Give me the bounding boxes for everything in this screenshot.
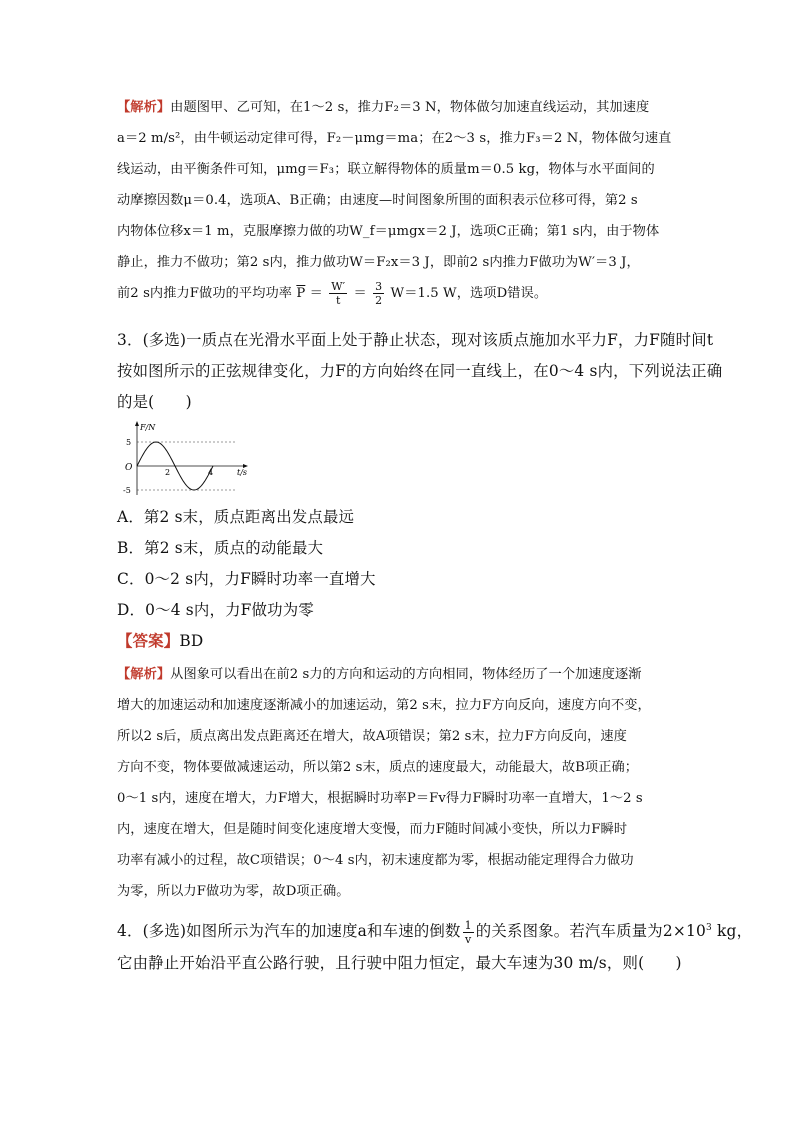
question-4 xyxy=(117,914,753,979)
option-b: B．第2 s末，质点的动能最大 xyxy=(117,539,324,557)
y-axis-arrow xyxy=(135,421,139,426)
solution-q3-line-2: 增大的加速运动和加速度逐渐减小的加速运动，第2 s末，拉力F方向反向，速度方向不变， xyxy=(117,698,651,713)
solution-q3 xyxy=(117,659,673,907)
answer-value: BD xyxy=(179,632,204,650)
x-axis-label: t/s xyxy=(237,468,248,477)
solution-q2-line-7: 前2 s内推力F做功的平均功率 $\overline{P}$ ＝ $\frac{W'}{t}$ ＝ $\frac{3}{2}$ W＝1.5 W，选项D错误。 xyxy=(117,280,548,307)
fraction-three-halves: $\frac{3}{2}$ xyxy=(375,280,383,307)
fraction-work-over-time: $\frac{W'}{t}$ xyxy=(331,280,346,307)
solution-q2-line-4: 动摩擦因数μ＝0.4，选项A、B正确；由速度—时间图象所围的面积表示位移可得，第2 s xyxy=(117,193,638,208)
y-tick-top: 5 xyxy=(126,438,132,447)
solution-q2 xyxy=(117,92,673,309)
force-time-graph xyxy=(117,420,257,498)
solution-q2-line-5: 内物体位移x＝1 m，克服摩擦力做的功W_f＝μmgx＝2 J，选项C正确；第1 s内，由于物体 xyxy=(117,224,660,239)
solution-q2-line-3: 线运动，由平衡条件可知，μmg＝F₃；联立解得物体的质量m＝0.5 kg，物体与水平面间的 xyxy=(117,162,655,177)
y-axis-label: F/N xyxy=(140,423,156,432)
x-tick-4: 4 xyxy=(208,468,214,477)
solution-q3-line-6: 内，速度在增大，但是随时间变化速度增大变慢，而力F随时间减小变快，所以力F瞬时 xyxy=(117,822,628,837)
question-3 xyxy=(117,325,723,418)
question-3-options xyxy=(117,502,673,657)
answer-tag: 【答案】 xyxy=(117,632,180,650)
solution-q3-line-7: 功率有减小的过程，故C项错误；0～4 s内，初末速度都为零，根据动能定理得合力做功 xyxy=(117,853,634,868)
question-3-line-1: 3．(多选)一质点在光滑水平面上处于静止状态，现对该质点施加水平力F，力F随时间t xyxy=(117,331,714,349)
solution-q3-line-3: 所以2 s后，质点离出发点距离还在增大，故A项错误；第2 s末，拉力F方向反向，速度 xyxy=(117,729,627,744)
solution-q3-line-8: 为零，所以力F做功为零，故D项正确。 xyxy=(117,884,350,899)
fraction-reciprocal-speed: $\frac{1}{v}$ xyxy=(464,918,472,946)
solution-q2-line-2: a＝2 m/s²，由牛顿运动定律可得，F₂－μmg＝ma；在2～3 s，推力F₃＝2 N，物体做匀速直 xyxy=(117,131,672,146)
solution-q2-line-1: 【解析】由题图甲、乙可知，在1～2 s，推力F₂＝3 N，物体做匀加速直线运动，其加速度 xyxy=(117,100,650,115)
question-3-line-3: 的是( ) xyxy=(117,393,192,411)
answer-line xyxy=(117,626,673,657)
origin-label: O xyxy=(125,463,133,473)
option-a: A．第2 s末，质点距离出发点最远 xyxy=(117,508,355,526)
question-4-line-2: 它由静止开始沿平直公路行驶，且行驶中阻力恒定，最大车速为30 m/s，则( ) xyxy=(117,954,682,972)
solution-q3-line-1: 【解析】从图象可以看出在前2 s力的方向和运动的方向相同，物体经历了一个加速度逐渐 xyxy=(117,667,642,682)
average-power-symbol: $\overline{P}$ xyxy=(296,286,306,301)
option-d: D．0～4 s内，力F做功为零 xyxy=(117,601,314,619)
y-tick-bottom: -5 xyxy=(123,486,131,495)
solution-q3-line-4: 方向不变，物体要做减速运动，所以第2 s末，质点的速度最大，动能最大，故B项正确； xyxy=(117,760,639,775)
question-3-line-2: 按如图所示的正弦规律变化，力F的方向始终在同一直线上，在0～4 s内，下列说法正确 xyxy=(117,362,723,380)
analysis-tag: 【解析】 xyxy=(117,100,171,115)
analysis-tag: 【解析】 xyxy=(117,667,171,682)
question-4-line-1: 4．(多选)如图所示为汽车的加速度a和车速的倒数 $\frac{1}{v}$ 的关系图象。若汽车质量为$2\times 10^3$ kg， xyxy=(117,918,753,946)
solution-q2-line-6: 静止，推力不做功；第2 s内，推力做功W＝F₂x＝3 J，即前2 s内推力F做功为W′＝3 J， xyxy=(117,255,640,270)
solution-q3-line-5: 0～1 s内，速度在增大，力F增大，根据瞬时功率P＝Fv得力F瞬时功率一直增大，1～2 s xyxy=(117,791,643,806)
option-c: C．0～2 s内，力F瞬时功率一直增大 xyxy=(117,570,376,588)
x-tick-2: 2 xyxy=(165,468,171,477)
